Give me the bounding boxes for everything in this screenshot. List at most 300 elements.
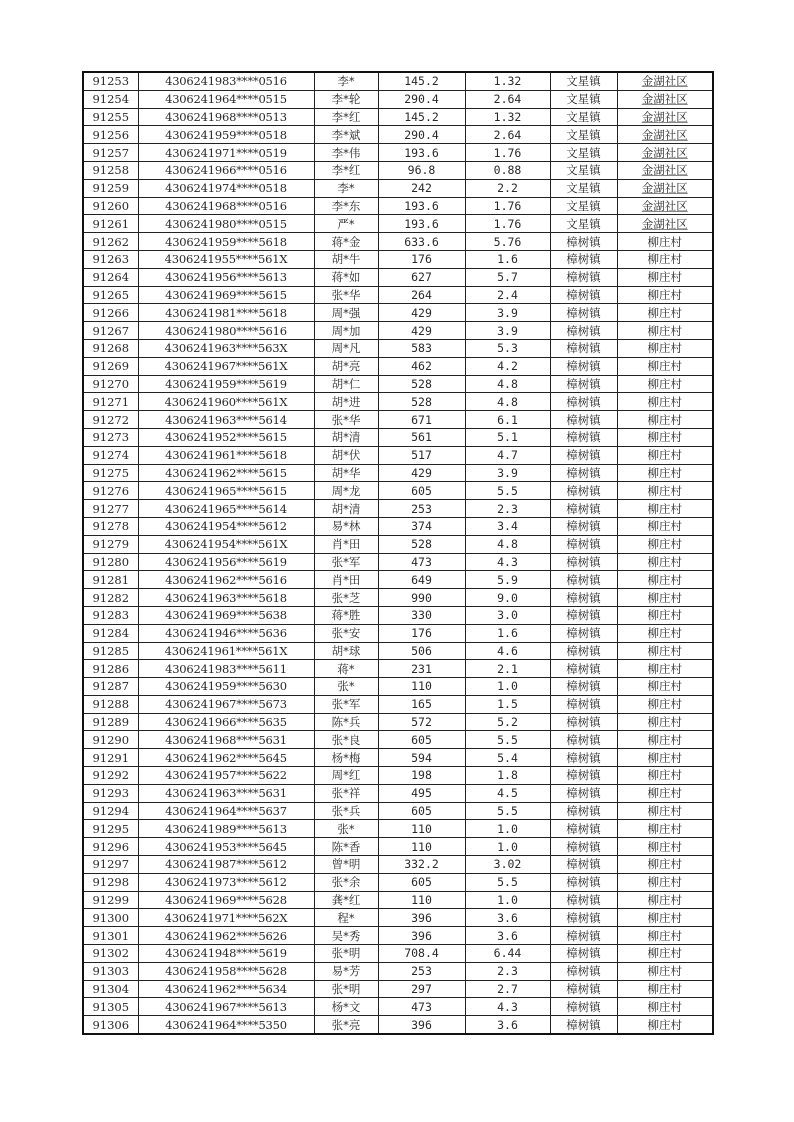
table-row xyxy=(83,250,713,268)
id-card-cell: 4306241959****0518 xyxy=(138,126,314,144)
amount-cell: 4.7 xyxy=(465,446,550,464)
town-cell: 樟树镇 xyxy=(550,589,617,607)
table-row xyxy=(83,482,713,500)
row-number-cell: 91264 xyxy=(83,268,138,286)
village-text: 金湖社区 xyxy=(641,127,688,142)
village-cell: 柳庄村 xyxy=(617,322,713,340)
amount-cell: 1.6 xyxy=(465,624,550,642)
village-cell: 柳庄村 xyxy=(617,820,713,838)
amount-cell: 1.8 xyxy=(465,767,550,785)
town-cell: 樟树镇 xyxy=(550,945,617,963)
row-number-cell: 91279 xyxy=(83,535,138,553)
name-cell: 胡*球 xyxy=(314,642,378,660)
table-row xyxy=(83,784,713,802)
village-text: 金湖社区 xyxy=(641,163,688,178)
village-cell xyxy=(617,144,713,162)
row-number-cell: 91257 xyxy=(83,144,138,162)
table-row xyxy=(83,998,713,1016)
table-row xyxy=(83,767,713,785)
id-card-cell: 4306241963****563X xyxy=(138,339,314,357)
area-cell: 176 xyxy=(378,250,465,268)
id-card-cell: 4306241966****0516 xyxy=(138,161,314,179)
table-row xyxy=(83,945,713,963)
area-cell: 473 xyxy=(378,553,465,571)
village-cell: 柳庄村 xyxy=(617,589,713,607)
row-number-cell: 91290 xyxy=(83,731,138,749)
row-number-cell: 91292 xyxy=(83,767,138,785)
village-cell xyxy=(617,215,713,233)
table-row xyxy=(83,962,713,980)
town-cell: 樟树镇 xyxy=(550,1016,617,1034)
table-row xyxy=(83,428,713,446)
town-cell: 樟树镇 xyxy=(550,375,617,393)
row-number-cell: 91258 xyxy=(83,161,138,179)
id-card-cell: 4306241964****5637 xyxy=(138,802,314,820)
row-number-cell: 91303 xyxy=(83,962,138,980)
id-card-cell: 4306241946****5636 xyxy=(138,624,314,642)
amount-cell: 2.1 xyxy=(465,660,550,678)
id-card-cell: 4306241974****0518 xyxy=(138,179,314,197)
table-row xyxy=(83,891,713,909)
village-cell: 柳庄村 xyxy=(617,233,713,251)
id-card-cell: 4306241967****5673 xyxy=(138,695,314,713)
area-cell: 990 xyxy=(378,589,465,607)
village-cell: 柳庄村 xyxy=(617,678,713,696)
table-row xyxy=(83,695,713,713)
table-row xyxy=(83,642,713,660)
name-cell: 肖*田 xyxy=(314,571,378,589)
town-cell: 樟树镇 xyxy=(550,517,617,535)
town-cell: 樟树镇 xyxy=(550,660,617,678)
id-card-cell: 4306241980****5616 xyxy=(138,322,314,340)
name-cell: 张*亮 xyxy=(314,1016,378,1034)
town-cell: 樟树镇 xyxy=(550,642,617,660)
village-cell xyxy=(617,197,713,215)
area-cell: 193.6 xyxy=(378,197,465,215)
area-cell: 517 xyxy=(378,446,465,464)
village-cell: 柳庄村 xyxy=(617,286,713,304)
town-cell: 樟树镇 xyxy=(550,411,617,429)
area-cell: 561 xyxy=(378,428,465,446)
id-card-cell: 4306241962****5616 xyxy=(138,571,314,589)
row-number-cell: 91284 xyxy=(83,624,138,642)
amount-cell: 2.4 xyxy=(465,286,550,304)
amount-cell: 5.9 xyxy=(465,571,550,589)
table-row xyxy=(83,1016,713,1034)
name-cell: 张*华 xyxy=(314,411,378,429)
town-cell: 樟树镇 xyxy=(550,571,617,589)
village-text: 金湖社区 xyxy=(641,216,688,231)
row-number-cell: 91265 xyxy=(83,286,138,304)
town-cell: 樟树镇 xyxy=(550,909,617,927)
name-cell: 龚*红 xyxy=(314,891,378,909)
amount-cell: 3.6 xyxy=(465,927,550,945)
name-cell: 曾*明 xyxy=(314,856,378,874)
town-cell: 樟树镇 xyxy=(550,731,617,749)
area-cell: 429 xyxy=(378,464,465,482)
name-cell: 张*华 xyxy=(314,286,378,304)
town-cell: 文星镇 xyxy=(550,108,617,126)
amount-cell: 1.76 xyxy=(465,197,550,215)
town-cell: 樟树镇 xyxy=(550,535,617,553)
town-cell: 樟树镇 xyxy=(550,838,617,856)
village-cell: 柳庄村 xyxy=(617,446,713,464)
row-number-cell: 91286 xyxy=(83,660,138,678)
id-card-cell: 4306241966****5635 xyxy=(138,713,314,731)
amount-cell: 5.5 xyxy=(465,802,550,820)
town-cell: 樟树镇 xyxy=(550,695,617,713)
id-card-cell: 4306241959****5618 xyxy=(138,233,314,251)
area-cell: 165 xyxy=(378,695,465,713)
table-row xyxy=(83,802,713,820)
row-number-cell: 91300 xyxy=(83,909,138,927)
table-row xyxy=(83,197,713,215)
village-cell: 柳庄村 xyxy=(617,980,713,998)
village-cell: 柳庄村 xyxy=(617,962,713,980)
amount-cell: 5.5 xyxy=(465,731,550,749)
village-cell xyxy=(617,108,713,126)
amount-cell: 1.0 xyxy=(465,838,550,856)
row-number-cell: 91278 xyxy=(83,517,138,535)
row-number-cell: 91277 xyxy=(83,500,138,518)
id-card-cell: 4306241948****5619 xyxy=(138,945,314,963)
amount-cell: 2.7 xyxy=(465,980,550,998)
id-card-cell: 4306241967****5613 xyxy=(138,998,314,1016)
row-number-cell: 91283 xyxy=(83,606,138,624)
village-text: 金湖社区 xyxy=(641,198,688,213)
amount-cell: 1.0 xyxy=(465,891,550,909)
table-row xyxy=(83,126,713,144)
area-cell: 374 xyxy=(378,517,465,535)
id-card-cell: 4306241989****5613 xyxy=(138,820,314,838)
amount-cell: 5.76 xyxy=(465,233,550,251)
village-cell: 柳庄村 xyxy=(617,731,713,749)
id-card-cell: 4306241958****5628 xyxy=(138,962,314,980)
row-number-cell: 91262 xyxy=(83,233,138,251)
amount-cell: 3.9 xyxy=(465,322,550,340)
id-card-cell: 4306241983****5611 xyxy=(138,660,314,678)
name-cell: 张*芝 xyxy=(314,589,378,607)
area-cell: 264 xyxy=(378,286,465,304)
village-cell xyxy=(617,90,713,108)
village-cell xyxy=(617,161,713,179)
town-cell: 樟树镇 xyxy=(550,500,617,518)
town-cell: 樟树镇 xyxy=(550,250,617,268)
table-row xyxy=(83,108,713,126)
id-card-cell: 4306241956****5613 xyxy=(138,268,314,286)
id-card-cell: 4306241969****5615 xyxy=(138,286,314,304)
area-cell: 290.4 xyxy=(378,126,465,144)
village-cell: 柳庄村 xyxy=(617,571,713,589)
village-cell: 柳庄村 xyxy=(617,411,713,429)
name-cell: 肖*田 xyxy=(314,535,378,553)
row-number-cell: 91295 xyxy=(83,820,138,838)
town-cell: 樟树镇 xyxy=(550,962,617,980)
amount-cell: 1.32 xyxy=(465,72,550,90)
village-cell: 柳庄村 xyxy=(617,802,713,820)
name-cell: 胡*仁 xyxy=(314,375,378,393)
area-cell: 253 xyxy=(378,962,465,980)
row-number-cell: 91282 xyxy=(83,589,138,607)
village-cell: 柳庄村 xyxy=(617,268,713,286)
name-cell: 李*红 xyxy=(314,161,378,179)
id-card-cell: 4306241969****5638 xyxy=(138,606,314,624)
id-card-cell: 4306241981****5618 xyxy=(138,304,314,322)
town-cell: 樟树镇 xyxy=(550,749,617,767)
town-cell: 樟树镇 xyxy=(550,606,617,624)
row-number-cell: 91263 xyxy=(83,250,138,268)
id-card-cell: 4306241968****0513 xyxy=(138,108,314,126)
amount-cell: 3.02 xyxy=(465,856,550,874)
amount-cell: 6.1 xyxy=(465,411,550,429)
id-card-cell: 4306241957****5622 xyxy=(138,767,314,785)
row-number-cell: 91253 xyxy=(83,72,138,90)
village-cell: 柳庄村 xyxy=(617,642,713,660)
town-cell: 樟树镇 xyxy=(550,856,617,874)
table-row xyxy=(83,215,713,233)
amount-cell: 3.6 xyxy=(465,1016,550,1034)
town-cell: 文星镇 xyxy=(550,161,617,179)
village-text: 金湖社区 xyxy=(641,109,688,124)
town-cell: 文星镇 xyxy=(550,90,617,108)
town-cell: 樟树镇 xyxy=(550,464,617,482)
name-cell: 蒋*胜 xyxy=(314,606,378,624)
area-cell: 495 xyxy=(378,784,465,802)
amount-cell: 5.4 xyxy=(465,749,550,767)
name-cell: 张*军 xyxy=(314,553,378,571)
row-number-cell: 91261 xyxy=(83,215,138,233)
table-row xyxy=(83,517,713,535)
row-number-cell: 91272 xyxy=(83,411,138,429)
table-row xyxy=(83,980,713,998)
amount-cell: 5.2 xyxy=(465,713,550,731)
name-cell: 蒋*金 xyxy=(314,233,378,251)
town-cell: 樟树镇 xyxy=(550,357,617,375)
town-cell: 樟树镇 xyxy=(550,482,617,500)
village-cell: 柳庄村 xyxy=(617,660,713,678)
area-cell: 96.8 xyxy=(378,161,465,179)
amount-cell: 4.8 xyxy=(465,535,550,553)
town-cell: 樟树镇 xyxy=(550,767,617,785)
id-card-cell: 4306241963****5614 xyxy=(138,411,314,429)
area-cell: 231 xyxy=(378,660,465,678)
area-cell: 528 xyxy=(378,375,465,393)
name-cell: 陈*香 xyxy=(314,838,378,856)
table-row xyxy=(83,624,713,642)
row-number-cell: 91276 xyxy=(83,482,138,500)
table-row xyxy=(83,838,713,856)
row-number-cell: 91294 xyxy=(83,802,138,820)
town-cell: 樟树镇 xyxy=(550,927,617,945)
name-cell: 蒋*如 xyxy=(314,268,378,286)
town-cell: 樟树镇 xyxy=(550,998,617,1016)
area-cell: 429 xyxy=(378,304,465,322)
row-number-cell: 91273 xyxy=(83,428,138,446)
amount-cell: 2.64 xyxy=(465,90,550,108)
table-row xyxy=(83,179,713,197)
row-number-cell: 91298 xyxy=(83,873,138,891)
table-row xyxy=(83,233,713,251)
table-row xyxy=(83,393,713,411)
table-row xyxy=(83,731,713,749)
name-cell: 吴*秀 xyxy=(314,927,378,945)
amount-cell: 4.6 xyxy=(465,642,550,660)
table-row xyxy=(83,322,713,340)
name-cell: 易*芳 xyxy=(314,962,378,980)
amount-cell: 4.3 xyxy=(465,998,550,1016)
town-cell: 文星镇 xyxy=(550,144,617,162)
village-cell: 柳庄村 xyxy=(617,767,713,785)
town-cell: 樟树镇 xyxy=(550,393,617,411)
table-row xyxy=(83,144,713,162)
row-number-cell: 91289 xyxy=(83,713,138,731)
row-number-cell: 91275 xyxy=(83,464,138,482)
area-cell: 145.2 xyxy=(378,108,465,126)
amount-cell: 3.4 xyxy=(465,517,550,535)
id-card-cell: 4306241967****561X xyxy=(138,357,314,375)
town-cell: 文星镇 xyxy=(550,197,617,215)
row-number-cell: 91297 xyxy=(83,856,138,874)
village-cell: 柳庄村 xyxy=(617,517,713,535)
area-cell: 110 xyxy=(378,678,465,696)
row-number-cell: 91254 xyxy=(83,90,138,108)
town-cell: 樟树镇 xyxy=(550,446,617,464)
id-card-cell: 4306241956****5619 xyxy=(138,553,314,571)
id-card-cell: 4306241961****561X xyxy=(138,642,314,660)
area-cell: 572 xyxy=(378,713,465,731)
amount-cell: 1.32 xyxy=(465,108,550,126)
town-cell: 樟树镇 xyxy=(550,980,617,998)
row-number-cell: 91271 xyxy=(83,393,138,411)
village-cell: 柳庄村 xyxy=(617,357,713,375)
row-number-cell: 91281 xyxy=(83,571,138,589)
row-number-cell: 91267 xyxy=(83,322,138,340)
id-card-cell: 4306241962****5645 xyxy=(138,749,314,767)
table-row xyxy=(83,660,713,678)
town-cell: 樟树镇 xyxy=(550,820,617,838)
area-cell: 110 xyxy=(378,838,465,856)
village-cell: 柳庄村 xyxy=(617,535,713,553)
name-cell: 胡*伏 xyxy=(314,446,378,464)
village-cell: 柳庄村 xyxy=(617,856,713,874)
village-cell: 柳庄村 xyxy=(617,945,713,963)
row-number-cell: 91296 xyxy=(83,838,138,856)
village-cell: 柳庄村 xyxy=(617,713,713,731)
village-cell: 柳庄村 xyxy=(617,838,713,856)
area-cell: 605 xyxy=(378,873,465,891)
town-cell: 樟树镇 xyxy=(550,713,617,731)
name-cell: 胡*清 xyxy=(314,500,378,518)
table-row xyxy=(83,90,713,108)
area-cell: 290.4 xyxy=(378,90,465,108)
name-cell: 张*兵 xyxy=(314,802,378,820)
name-cell: 胡*亮 xyxy=(314,357,378,375)
id-card-cell: 4306241973****5612 xyxy=(138,873,314,891)
area-cell: 633.6 xyxy=(378,233,465,251)
id-card-cell: 4306241964****5350 xyxy=(138,1016,314,1034)
name-cell: 张*明 xyxy=(314,980,378,998)
id-card-cell: 4306241961****5618 xyxy=(138,446,314,464)
area-cell: 198 xyxy=(378,767,465,785)
table-row xyxy=(83,268,713,286)
row-number-cell: 91302 xyxy=(83,945,138,963)
area-cell: 145.2 xyxy=(378,72,465,90)
name-cell: 张* xyxy=(314,820,378,838)
amount-cell: 2.64 xyxy=(465,126,550,144)
area-cell: 253 xyxy=(378,500,465,518)
area-cell: 396 xyxy=(378,1016,465,1034)
town-cell: 樟树镇 xyxy=(550,784,617,802)
name-cell: 易*林 xyxy=(314,517,378,535)
area-cell: 605 xyxy=(378,731,465,749)
id-card-cell: 4306241965****5615 xyxy=(138,482,314,500)
row-number-cell: 91274 xyxy=(83,446,138,464)
table-row xyxy=(83,446,713,464)
village-cell: 柳庄村 xyxy=(617,749,713,767)
table-row xyxy=(83,820,713,838)
name-cell: 陈*兵 xyxy=(314,713,378,731)
name-cell: 李*伟 xyxy=(314,144,378,162)
row-number-cell: 91260 xyxy=(83,197,138,215)
town-cell: 樟树镇 xyxy=(550,322,617,340)
area-cell: 583 xyxy=(378,339,465,357)
id-card-cell: 4306241962****5615 xyxy=(138,464,314,482)
amount-cell: 1.0 xyxy=(465,678,550,696)
row-number-cell: 91287 xyxy=(83,678,138,696)
amount-cell: 3.9 xyxy=(465,464,550,482)
table-row xyxy=(83,304,713,322)
village-text: 金湖社区 xyxy=(641,181,688,196)
amount-cell: 4.8 xyxy=(465,375,550,393)
village-text: 金湖社区 xyxy=(641,74,688,89)
area-cell: 110 xyxy=(378,820,465,838)
id-card-cell: 4306241969****5628 xyxy=(138,891,314,909)
row-number-cell: 91256 xyxy=(83,126,138,144)
area-cell: 242 xyxy=(378,179,465,197)
id-card-cell: 4306241962****5634 xyxy=(138,980,314,998)
name-cell: 李* xyxy=(314,72,378,90)
village-text: 金湖社区 xyxy=(641,145,688,160)
table-row xyxy=(83,713,713,731)
name-cell: 周*龙 xyxy=(314,482,378,500)
id-card-cell: 4306241952****5615 xyxy=(138,428,314,446)
village-cell: 柳庄村 xyxy=(617,873,713,891)
village-cell: 柳庄村 xyxy=(617,1016,713,1034)
table-row xyxy=(83,909,713,927)
table-body xyxy=(83,72,713,1034)
town-cell: 樟树镇 xyxy=(550,891,617,909)
name-cell: 张*余 xyxy=(314,873,378,891)
amount-cell: 1.76 xyxy=(465,144,550,162)
area-cell: 332.2 xyxy=(378,856,465,874)
village-cell: 柳庄村 xyxy=(617,428,713,446)
town-cell: 文星镇 xyxy=(550,179,617,197)
table-row xyxy=(83,72,713,90)
id-card-cell: 4306241963****5631 xyxy=(138,784,314,802)
name-cell: 张* xyxy=(314,678,378,696)
row-number-cell: 91291 xyxy=(83,749,138,767)
table-row xyxy=(83,375,713,393)
row-number-cell: 91299 xyxy=(83,891,138,909)
table-row xyxy=(83,606,713,624)
row-number-cell: 91268 xyxy=(83,339,138,357)
amount-cell: 2.3 xyxy=(465,500,550,518)
table-row xyxy=(83,571,713,589)
table-row xyxy=(83,927,713,945)
name-cell: 杨*梅 xyxy=(314,749,378,767)
village-cell xyxy=(617,72,713,90)
area-cell: 462 xyxy=(378,357,465,375)
